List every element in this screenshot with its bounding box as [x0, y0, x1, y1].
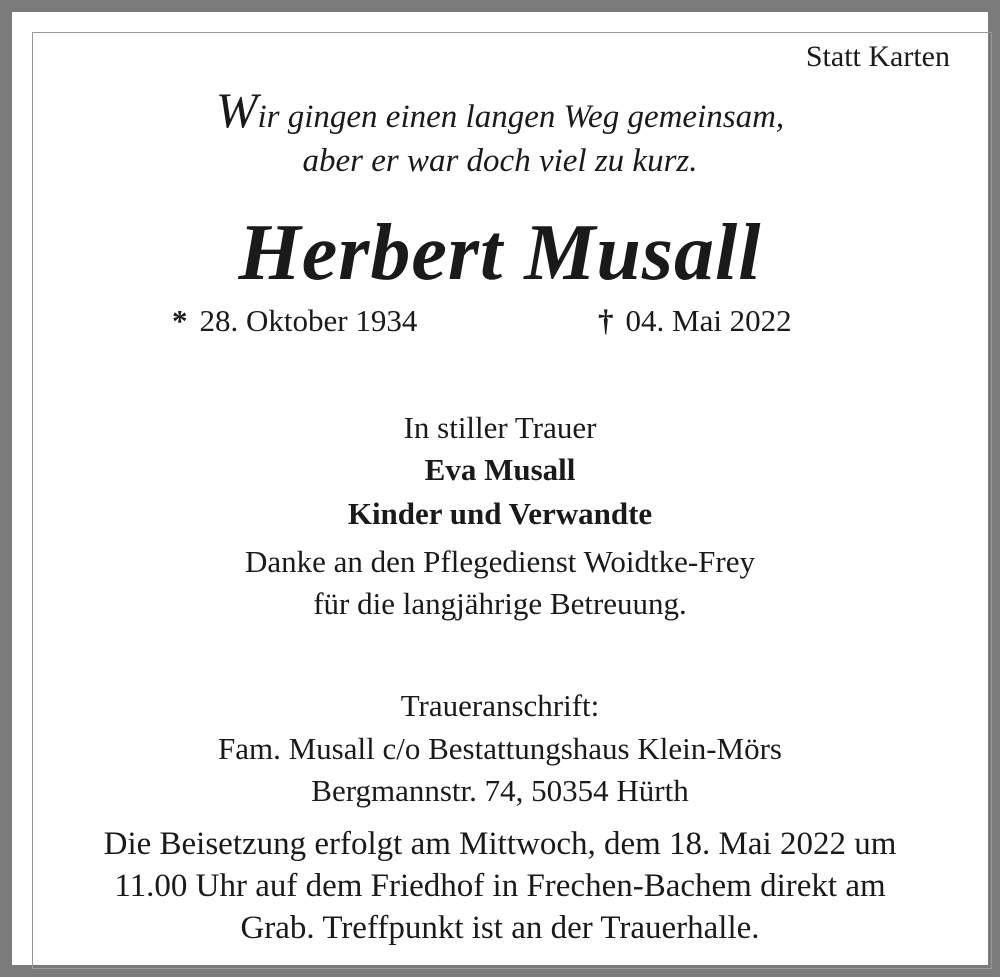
mourner-name-2: Kinder und Verwandte [347, 496, 653, 531]
death-date [598, 303, 792, 339]
statt-karten-label: Statt Karten [805, 40, 950, 73]
birth-star-icon: * [172, 303, 188, 338]
mourners-intro: In stiller Trauer [403, 410, 597, 445]
deceased-name: Herbert Musall [238, 209, 762, 297]
motto-line-2: aber er war doch viel zu kurz. [302, 143, 698, 179]
motto-line-1 [0, 82, 1000, 141]
motto-initial: W [215, 82, 258, 138]
birth-date [172, 303, 417, 339]
birth-date-text: 28. Oktober 1934 [199, 303, 418, 338]
motto-line-1-rest: ir gingen einen langen Weg gemeinsam, [257, 99, 785, 135]
address-line-2: Bergmannstr. 74, 50354 Hürth [311, 773, 689, 808]
funeral-line-1: Die Beisetzung erfolgt am Mittwoch, dem 18. Mai 2022 um [103, 826, 897, 862]
mourner-name-1: Eva Musall [424, 452, 576, 487]
death-date-text: 04. Mai 2022 [625, 303, 792, 338]
thanks-line-2: für die langjährige Betreuung. [313, 586, 687, 621]
address-line-1: Fam. Musall c/o Bestattungshaus Klein-Mörs [218, 731, 782, 766]
address-label: Traueranschrift: [400, 688, 600, 723]
death-cross-icon: † [598, 303, 614, 338]
funeral-line-2: 11.00 Uhr auf dem Friedhof in Frechen-Bachem direkt am [114, 868, 886, 904]
thanks-line-1: Danke an den Pflegedienst Woidtke-Frey [244, 544, 756, 579]
funeral-line-3: Grab. Treffpunkt ist an der Trauerhalle. [240, 910, 760, 946]
